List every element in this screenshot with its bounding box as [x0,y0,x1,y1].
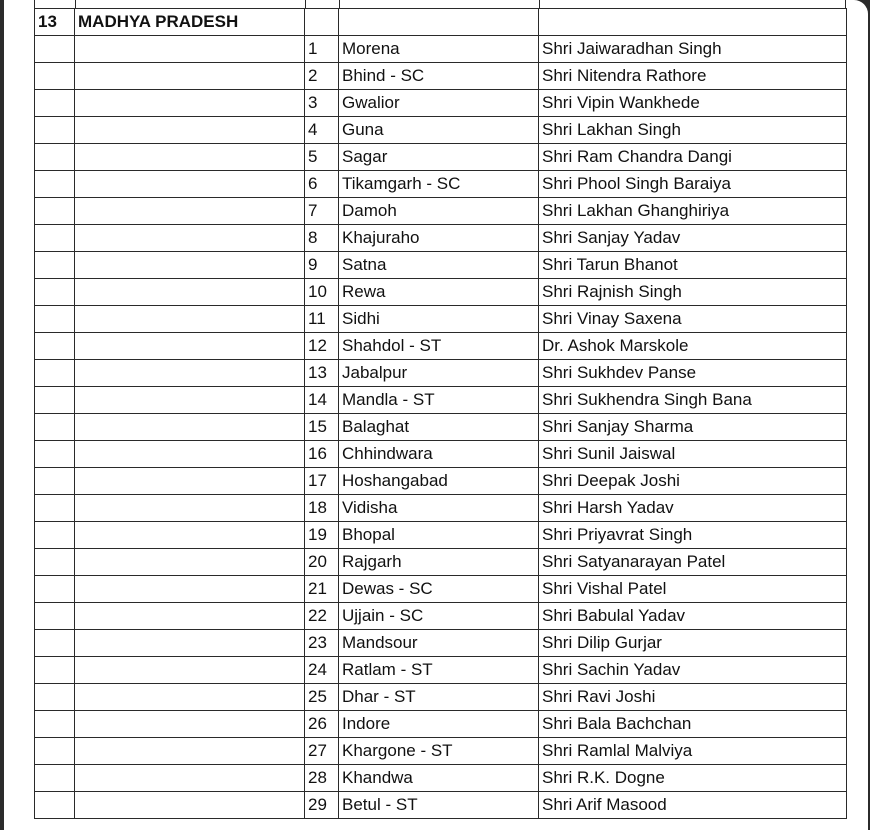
empty-cell [35,792,75,819]
empty-cell [75,603,305,630]
empty-cell [539,9,847,36]
constituency-number: 8 [305,225,339,252]
constituency-number: 16 [305,441,339,468]
constituency-name: Indore [339,711,539,738]
candidate-name: Shri Ram Chandra Dangi [539,144,847,171]
table-row [35,711,847,738]
empty-cell [75,576,305,603]
table-row [35,522,847,549]
empty-cell [75,252,305,279]
constituency-name: Ratlam - ST [339,657,539,684]
table-row [35,657,847,684]
table-row [35,171,847,198]
constituency-number: 5 [305,144,339,171]
constituency-number: 29 [305,792,339,819]
empty-cell [35,441,75,468]
empty-cell [35,387,75,414]
candidate-name: Shri Dilip Gurjar [539,630,847,657]
empty-cell [75,630,305,657]
table-row [35,198,847,225]
empty-cell [75,144,305,171]
table-row [35,792,847,819]
constituency-name: Khajuraho [339,225,539,252]
empty-cell [75,441,305,468]
candidate-name: Shri Lakhan Singh [539,117,847,144]
candidate-name: Shri Phool Singh Baraiya [539,171,847,198]
constituency-name: Chhindwara [339,441,539,468]
table-row [35,225,847,252]
constituency-number: 17 [305,468,339,495]
empty-cell [35,117,75,144]
constituency-name: Vidisha [339,495,539,522]
candidate-name: Shri Satyanarayan Patel [539,549,847,576]
constituency-number: 4 [305,117,339,144]
candidate-name: Shri Deepak Joshi [539,468,847,495]
empty-cell [75,36,305,63]
constituency-name: Khandwa [339,765,539,792]
table-row [35,144,847,171]
constituency-number: 9 [305,252,339,279]
empty-cell [75,306,305,333]
table-row [35,576,847,603]
constituency-name: Jabalpur [339,360,539,387]
empty-cell [75,738,305,765]
constituency-name: Shahdol - ST [339,333,539,360]
empty-cell [35,711,75,738]
empty-cell [75,279,305,306]
table-top-remnant [34,0,847,8]
constituency-name: Damoh [339,198,539,225]
state-row [35,9,847,36]
constituency-name: Bhind - SC [339,63,539,90]
empty-cell [75,360,305,387]
candidate-name: Shri Lakhan Ghanghiriya [539,198,847,225]
table-row [35,387,847,414]
constituency-number: 12 [305,333,339,360]
empty-cell [35,306,75,333]
constituency-number: 15 [305,414,339,441]
empty-cell [75,63,305,90]
empty-cell [35,36,75,63]
table-row [35,90,847,117]
empty-cell [75,90,305,117]
constituency-number: 24 [305,657,339,684]
empty-cell [35,549,75,576]
constituency-name: Sagar [339,144,539,171]
constituency-name: Rajgarh [339,549,539,576]
constituency-number: 26 [305,711,339,738]
empty-cell [35,63,75,90]
table-row [35,603,847,630]
empty-cell [35,522,75,549]
constituency-number: 21 [305,576,339,603]
candidate-name: Shri Sanjay Sharma [539,414,847,441]
empty-cell [75,711,305,738]
constituency-number: 28 [305,765,339,792]
constituency-number: 27 [305,738,339,765]
candidate-name: Shri Ravi Joshi [539,684,847,711]
table-row [35,468,847,495]
constituency-number: 18 [305,495,339,522]
constituency-number: 20 [305,549,339,576]
constituency-number: 25 [305,684,339,711]
table-row [35,279,847,306]
empty-cell [75,333,305,360]
empty-cell [35,765,75,792]
constituency-name: Balaghat [339,414,539,441]
empty-cell [35,198,75,225]
empty-cell [35,360,75,387]
empty-cell [305,9,339,36]
candidate-name: Shri Babulal Yadav [539,603,847,630]
constituency-name: Ujjain - SC [339,603,539,630]
empty-cell [35,657,75,684]
constituency-number: 2 [305,63,339,90]
empty-cell [75,495,305,522]
table-row [35,630,847,657]
table-row [35,63,847,90]
table-row [35,765,847,792]
table-row [35,36,847,63]
empty-cell [75,387,305,414]
state-name: MADHYA PRADESH [75,9,305,36]
table-row [35,495,847,522]
empty-cell [75,765,305,792]
table-row [35,306,847,333]
table-row [35,738,847,765]
candidate-name: Shri Tarun Bhanot [539,252,847,279]
constituency-name: Gwalior [339,90,539,117]
empty-cell [35,333,75,360]
table-row [35,252,847,279]
candidate-name: Shri Priyavrat Singh [539,522,847,549]
constituency-number: 22 [305,603,339,630]
table-row [35,117,847,144]
empty-cell [75,684,305,711]
candidate-name: Shri Sunil Jaiswal [539,441,847,468]
candidate-name: Shri Sachin Yadav [539,657,847,684]
table-row [35,549,847,576]
constituency-name: Hoshangabad [339,468,539,495]
candidate-name: Shri Sanjay Yadav [539,225,847,252]
empty-cell [75,117,305,144]
empty-cell [35,171,75,198]
constituency-name: Dewas - SC [339,576,539,603]
candidate-name: Shri Vishal Patel [539,576,847,603]
empty-cell [35,576,75,603]
empty-cell [35,630,75,657]
empty-cell [35,603,75,630]
constituency-number: 14 [305,387,339,414]
candidate-name: Shri Harsh Yadav [539,495,847,522]
candidate-name: Shri R.K. Dogne [539,765,847,792]
constituency-number: 11 [305,306,339,333]
candidate-name: Shri Vipin Wankhede [539,90,847,117]
constituency-name: Betul - ST [339,792,539,819]
table-row [35,684,847,711]
empty-cell [35,144,75,171]
candidate-name: Shri Sukhdev Panse [539,360,847,387]
constituency-name: Morena [339,36,539,63]
constituency-name: Bhopal [339,522,539,549]
empty-cell [35,684,75,711]
empty-cell [75,468,305,495]
constituency-number: 7 [305,198,339,225]
constituency-name: Mandsour [339,630,539,657]
candidate-name: Shri Vinay Saxena [539,306,847,333]
candidate-name: Shri Rajnish Singh [539,279,847,306]
candidate-name: Shri Sukhendra Singh Bana [539,387,847,414]
candidate-table [34,8,847,819]
table-row [35,360,847,387]
empty-cell [35,495,75,522]
constituency-number: 10 [305,279,339,306]
empty-cell [35,279,75,306]
empty-cell [75,414,305,441]
constituency-name: Rewa [339,279,539,306]
constituency-name: Mandla - ST [339,387,539,414]
empty-cell [35,468,75,495]
table-row [35,441,847,468]
candidate-name: Shri Bala Bachchan [539,711,847,738]
candidate-name: Shri Nitendra Rathore [539,63,847,90]
constituency-number: 13 [305,360,339,387]
state-serial-number: 13 [35,9,75,36]
empty-cell [35,414,75,441]
constituency-number: 1 [305,36,339,63]
constituency-number: 6 [305,171,339,198]
document-page [4,0,868,830]
constituency-number: 3 [305,90,339,117]
constituency-name: Guna [339,117,539,144]
empty-cell [75,522,305,549]
candidate-name: Dr. Ashok Marskole [539,333,847,360]
constituency-name: Dhar - ST [339,684,539,711]
table-row [35,333,847,360]
candidate-name: Shri Jaiwaradhan Singh [539,36,847,63]
empty-cell [75,198,305,225]
empty-cell [35,738,75,765]
constituency-number: 23 [305,630,339,657]
empty-cell [35,252,75,279]
empty-cell [339,9,539,36]
empty-cell [35,225,75,252]
empty-cell [75,549,305,576]
empty-cell [35,90,75,117]
empty-cell [75,657,305,684]
candidate-name: Shri Ramlal Malviya [539,738,847,765]
table-row [35,414,847,441]
constituency-name: Khargone - ST [339,738,539,765]
candidate-name: Shri Arif Masood [539,792,847,819]
empty-cell [75,171,305,198]
empty-cell [75,792,305,819]
constituency-name: Sidhi [339,306,539,333]
constituency-name: Satna [339,252,539,279]
constituency-name: Tikamgarh - SC [339,171,539,198]
constituency-number: 19 [305,522,339,549]
empty-cell [75,225,305,252]
